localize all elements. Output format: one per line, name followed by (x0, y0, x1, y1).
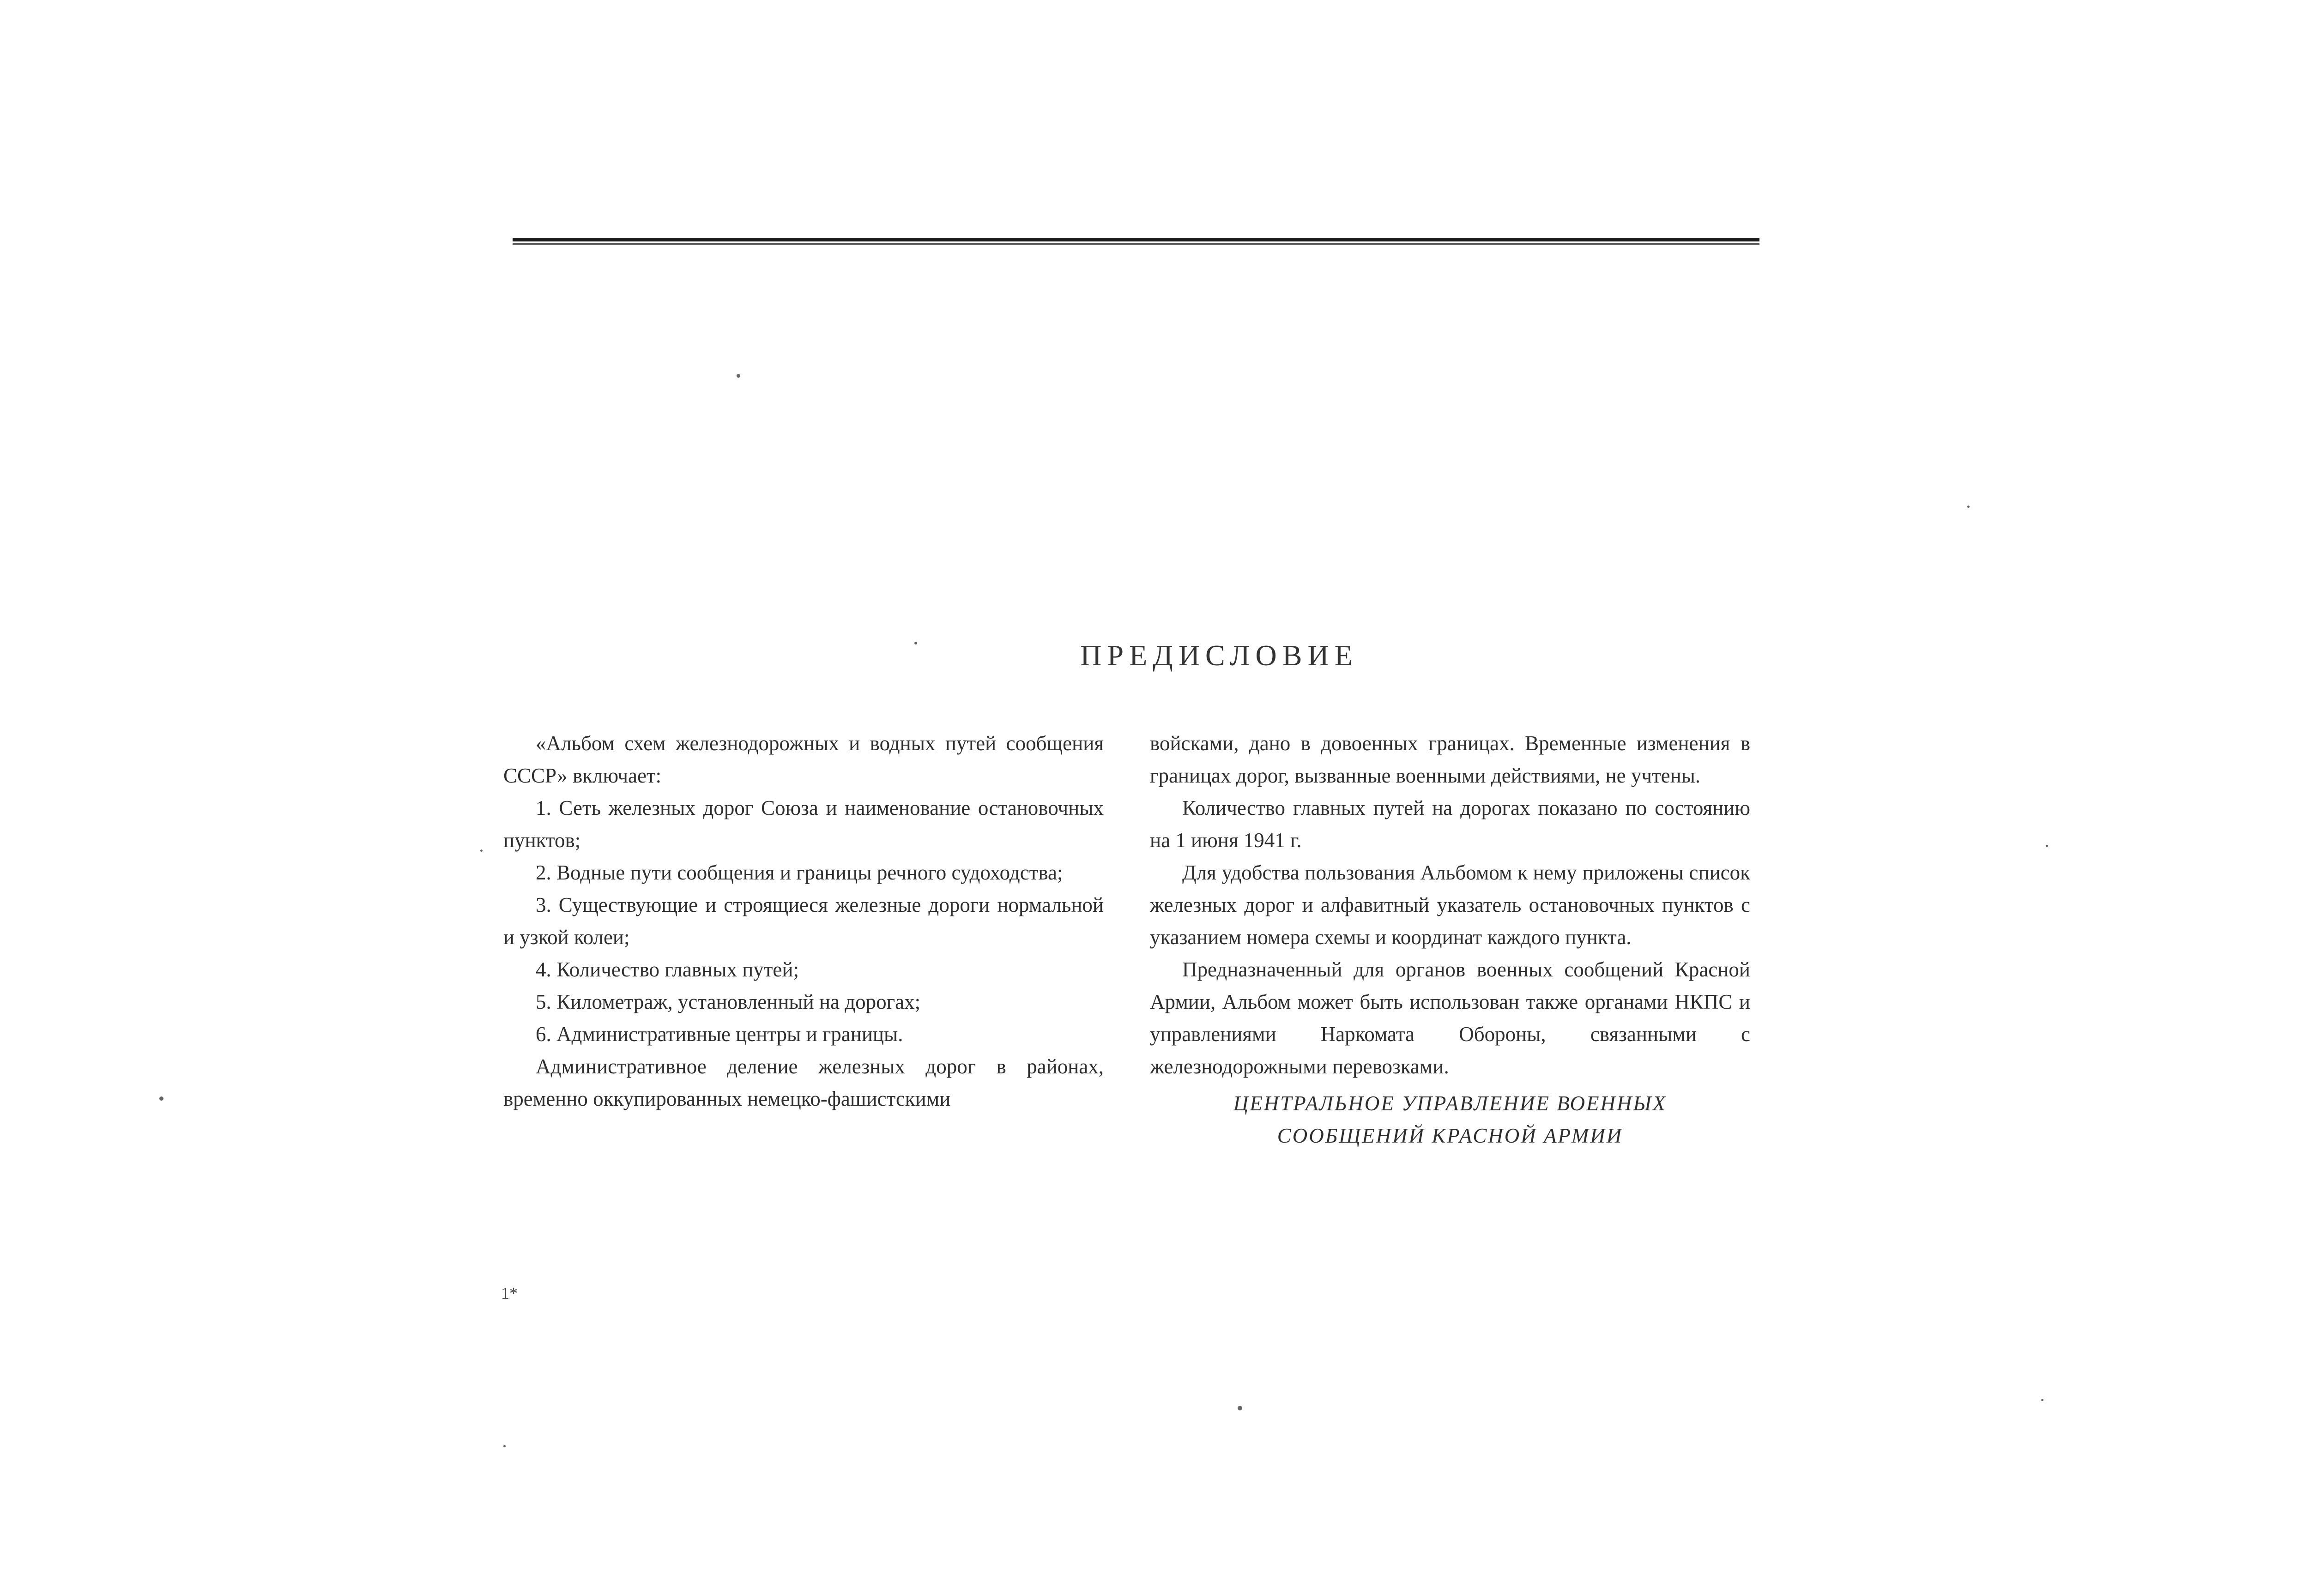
left-column (503, 727, 1104, 1115)
scan-speck (2041, 1399, 2043, 1401)
scan-speck (480, 849, 483, 852)
list-item: 1. Сеть железных дорог Союза и наименование остановочных пунктов; (503, 796, 1104, 852)
signature-line: ЦЕНТРАЛЬНОЕ УПРАВЛЕНИЕ ВОЕННЫХ (1233, 1092, 1667, 1115)
list-item: 2. Водные пути сообщения и границы речного судоходства; (536, 861, 1063, 884)
paragraph: войсками, дано в довоенных границах. Временные изменения в границах дорог, вызванные военными действиями, не учтены. (1150, 732, 1750, 787)
signature-line: СООБЩЕНИЙ КРАСНОЙ АРМИИ (1277, 1124, 1623, 1147)
list-item: 4. Количество главных путей; (536, 958, 799, 981)
right-column (1150, 727, 1750, 1152)
paragraph: Административное деление железных дорог в районах, временно оккупированных немецко-фашистскими (503, 1055, 1104, 1110)
scan-speck (1238, 1406, 1242, 1410)
page-marker: 1* (501, 1284, 518, 1302)
signature (1150, 1087, 1750, 1152)
scan-speck (1967, 506, 1970, 508)
scan-speck (737, 374, 740, 378)
paragraph: Для удобства пользования Альбомом к нему приложены список железных дорог и алфавитный указатель остановочных пунктов с указанием номера схемы и координат каждого пункта. (1150, 861, 1750, 949)
paragraph: «Альбом схем железнодорожных и водных путей сообщения СССР» включает: (503, 732, 1104, 787)
list-item: 3. Существующие и строящиеся железные дороги нормальной и узкой колеи; (503, 893, 1104, 949)
scan-speck (2046, 845, 2048, 847)
list-item: 6. Административные центры и границы. (536, 1023, 903, 1046)
page-title: ПРЕДИСЛОВИЕ (1080, 638, 1358, 672)
scan-speck (159, 1096, 163, 1101)
paragraph: Количество главных путей на дорогах показано по состоянию на 1 июня 1941 г. (1150, 796, 1750, 852)
top-rule (513, 238, 1759, 245)
scan-speck (503, 1445, 506, 1447)
scan-speck (914, 642, 917, 644)
paragraph: Предназначенный для органов военных сообщений Красной Армии, Альбом может быть использован также органами НКПС и управлениями Наркомата Обороны, связанными с железнодорожными перевозками. (1150, 958, 1750, 1078)
list-item: 5. Километраж, установленный на дорогах; (536, 990, 921, 1013)
